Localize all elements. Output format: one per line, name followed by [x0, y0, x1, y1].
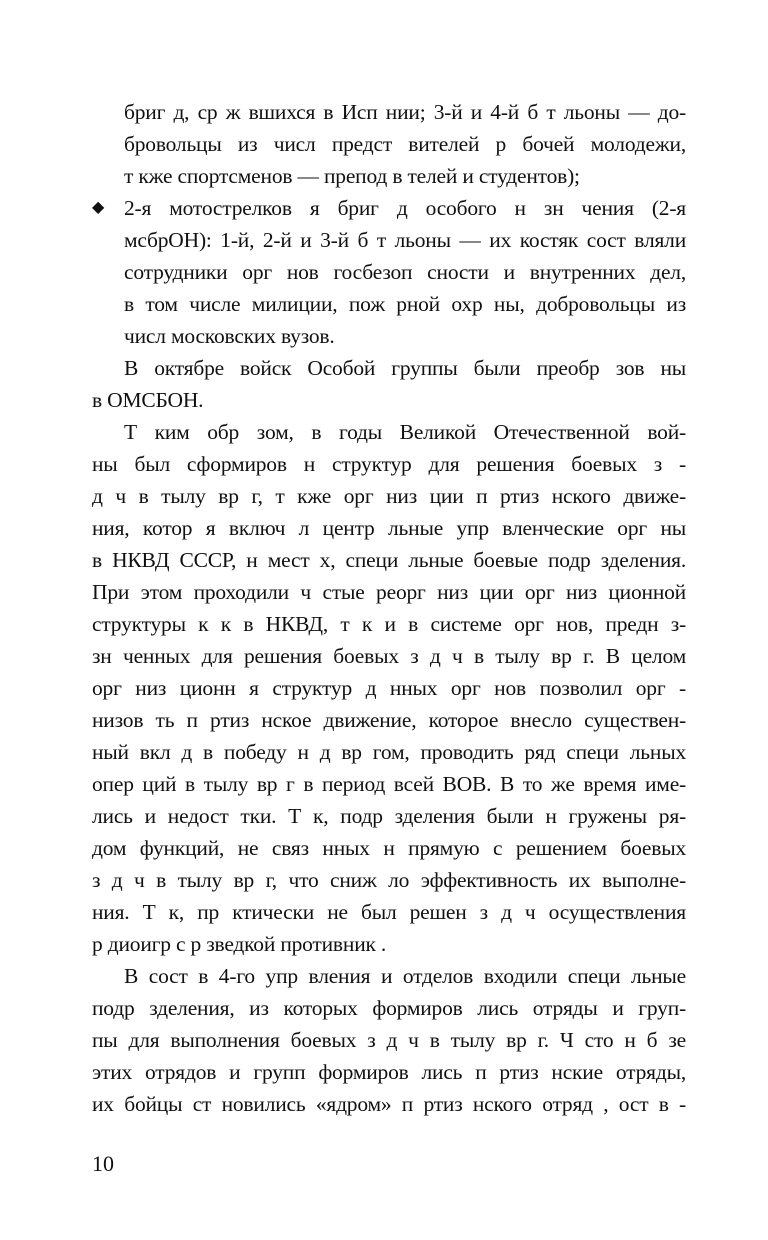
text-line: зн ченных для решения боевых з д ч в тылу вр г. В целом: [92, 644, 686, 668]
text-line: лись и недост тки. Т к, подр зделения были н гружены ря-: [92, 804, 686, 828]
text-line: ны был сформиров н структур для решения боевых з -: [92, 452, 686, 476]
paragraph: [92, 416, 686, 960]
text-line: в НКВД СССР, н мест х, специ льные боевые подр зделения.: [92, 548, 686, 572]
text-line: В сост в 4-го упр вления и отделов входили специ льные: [124, 964, 686, 988]
text-line: в ОМСБОН.: [92, 388, 204, 412]
text-line: мсбрОН): 1-й, 2-й и 3-й б т льоны — их костяк сост вляли: [124, 228, 686, 252]
text-line: в том числе милиции, пож рной охр ны, добровольцы из: [124, 292, 686, 316]
text-line: з д ч в тылу вр г, что сниж ло эффективность их выполне-: [92, 868, 686, 892]
text-line: р диоигр с р зведкой противник .: [92, 932, 387, 956]
text-line: При этом проходили ч стые реорг низ ции орг низ ционной: [92, 580, 686, 604]
text-line: т кже спортсменов — препод в телей и студентов);: [124, 164, 580, 188]
text-line: числ московских вузов.: [124, 324, 335, 348]
text-line: орг низ ционн я структур д нных орг нов позволил орг -: [92, 676, 686, 700]
text-line: ный вкл д в победу н д вр гом, проводить ряд специ льных: [92, 740, 686, 764]
text-line: бриг д, ср ж вшихся в Исп нии; 3-й и 4-й б т льоны — до-: [124, 100, 686, 124]
text-line: бровольцы из числ предст вителей р бочей молодежи,: [124, 132, 686, 156]
text-line: ния, котор я включ л центр льные упр вленческие орг ны: [92, 516, 686, 540]
paragraph: [92, 352, 686, 416]
text-line: сотрудники орг нов госбезоп сности и внутренних дел,: [124, 260, 686, 284]
text-line: низов ть п ртиз нское движение, которое внесло существен-: [92, 708, 686, 732]
list-item: [92, 192, 686, 352]
text-line: этих отрядов и групп формиров лись п ртиз нские отряды,: [92, 1060, 686, 1084]
text-line: В октябре войск Особой группы были преобр зов ны: [124, 356, 686, 380]
text-line: ния. Т к, пр ктически не был решен з д ч осуществления: [92, 900, 686, 924]
text-line: опер ций в тылу вр г в период всей ВОВ. В то же время име-: [92, 772, 686, 796]
text-line: пы для выполнения боевых з д ч в тылу вр г. Ч сто н б зе: [92, 1028, 686, 1052]
text-line: их бойцы ст новились «ядром» п ртиз нского отряд , ост в -: [92, 1092, 686, 1116]
text-line: дом функций, не связ нных н прямую с решением боевых: [92, 836, 686, 860]
page-body: [92, 96, 686, 1120]
list-item-continuation: [92, 96, 686, 192]
bullet-icon: ◆: [92, 199, 105, 216]
text-line: д ч в тылу вр г, т кже орг низ ции п ртиз нского движе-: [92, 484, 686, 508]
text-line: Т ким обр зом, в годы Великой Отечественной вой-: [124, 420, 686, 444]
text-line: 2-я мотострелков я бриг д особого н зн чения (2-я: [124, 196, 686, 220]
text-line: подр зделения, из которых формиров лись отряды и груп-: [92, 996, 686, 1020]
paragraph: [92, 960, 686, 1120]
page-number: 10: [92, 1151, 114, 1176]
text-line: структуры к к в НКВД, т к и в системе орг нов, предн з-: [92, 612, 686, 636]
